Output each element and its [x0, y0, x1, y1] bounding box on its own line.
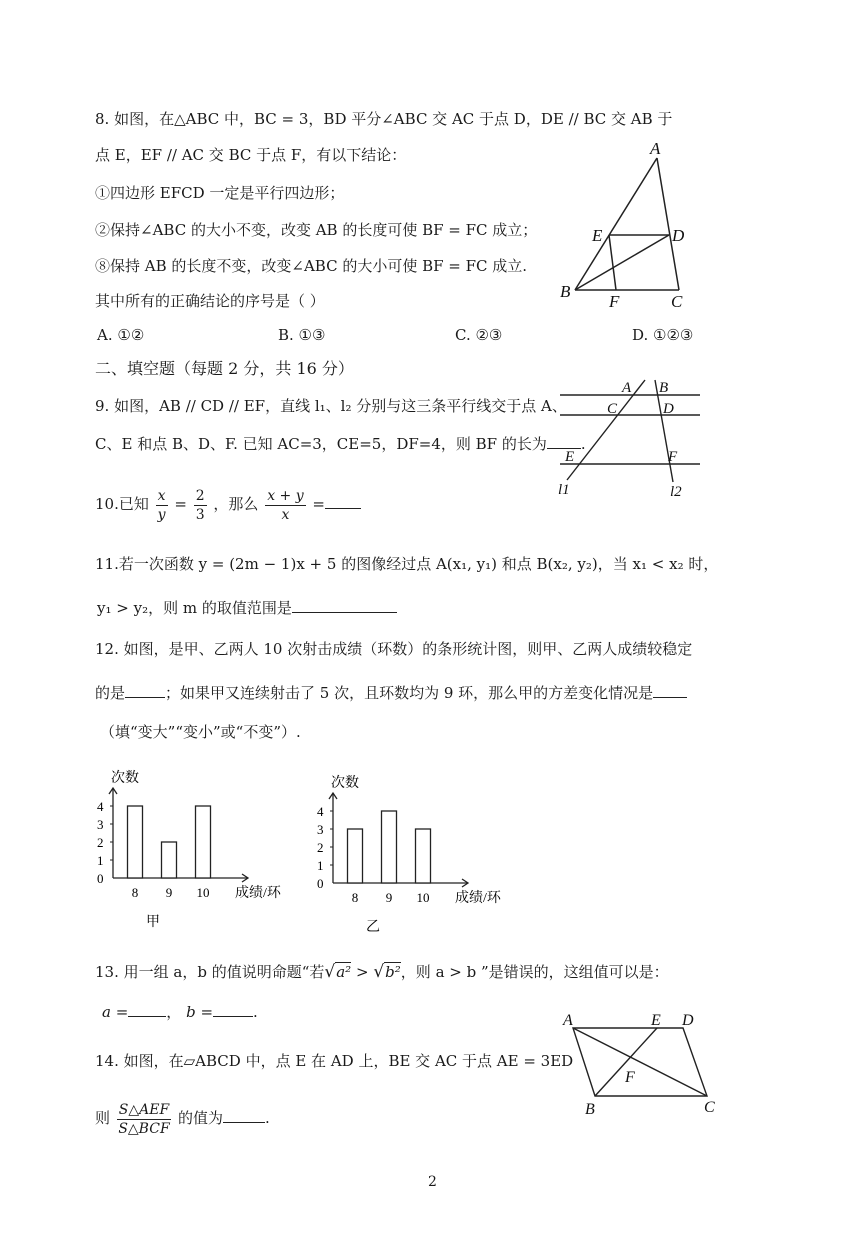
x-tick-label: 9	[385, 890, 393, 905]
y-tick-label: 1	[97, 853, 104, 868]
q13-sqrt-b2: b²	[385, 963, 401, 981]
q14-line2: 则 $\frac{\text{S△AEF}}{\text{S△BCF}}$ 的值为 .	[95, 1101, 270, 1137]
y-tick-label: 2	[97, 835, 104, 850]
q9-line2: C、E 和点 B、D、F. 已知 AC=3，CE=5，DF=4，则 BF 的长为 .	[95, 435, 586, 453]
q8-label-b: B	[560, 282, 571, 301]
q8-conclusion-1: ①四边形 EFCD 一定是平行四边形；	[95, 184, 345, 202]
x-tick-label: 8	[131, 885, 139, 900]
bar-9	[382, 811, 397, 883]
y-axis-label: 次数	[331, 776, 359, 791]
q14-area-ratio: $\frac{\text{S△AEF}}{\text{S△BCF}}$	[118, 1101, 170, 1137]
y-tick-label: 1	[317, 858, 324, 873]
x-tick-label: 9	[165, 885, 173, 900]
y-tick-label: 0	[97, 871, 104, 886]
q13-answer-blank-a[interactable]	[128, 1002, 166, 1017]
q10-line: 10.已知 $\frac{x}{y}$ = $\frac{2}{3}$ ，那么 $\frac{x + y}{x}$ =	[95, 484, 361, 524]
q9-label-b: B	[659, 380, 669, 396]
bar-8	[128, 806, 143, 878]
y-tick-label: 3	[317, 822, 324, 837]
q12-answer-blank-1[interactable]	[125, 683, 165, 698]
q10-fraction-2-over-3: $\frac{2}{3}$	[195, 487, 205, 523]
q8-label-e: E	[592, 226, 603, 245]
bar-10	[416, 829, 431, 883]
q13-line2: a = ， b = .	[102, 1003, 258, 1021]
q9-label-e: E	[565, 449, 575, 465]
q11-answer-blank[interactable]	[292, 598, 397, 613]
bar-chart-jia	[85, 755, 295, 935]
x-tick-label: 10	[196, 885, 210, 900]
q8-label-d: D	[672, 226, 685, 245]
q9-label-f: F	[668, 449, 678, 465]
q12-line1: 12. 如图，是甲、乙两人 10 次射击成绩（环数）的条形统计图，则甲、乙两人成绩较稳定	[95, 640, 693, 658]
q12-line2: 的是 ；如果甲又连续射击了 5 次，且环数均为 9 环，那么甲的方差变化情况是	[95, 683, 687, 703]
q9-label-l1: l1	[558, 482, 570, 498]
q8-line2: 点 E，EF // AC 交 BC 于点 F，有以下结论：	[95, 146, 407, 164]
q9-label-l2: l2	[670, 484, 682, 500]
q13-answer-blank-b[interactable]	[213, 1002, 253, 1017]
q14-parallelogram-figure	[557, 1008, 727, 1118]
q14-label-f: F	[625, 1069, 635, 1086]
q14-label-e: E	[651, 1012, 661, 1029]
q8-conclusion-2: ②保持∠ABC 的大小不变，改变 AB 的长度可使 BF = FC 成立；	[95, 221, 538, 239]
q9-label-c: C	[607, 401, 618, 417]
bar-10	[196, 806, 211, 878]
q8-option-d[interactable]: D. ①②③	[632, 326, 694, 344]
q14-answer-blank[interactable]	[223, 1108, 265, 1123]
q11-line2: y₁ > y₂，则 m 的取值范围是	[97, 598, 397, 618]
q8-conclusion-3: ⑧保持 AB 的长度不变，改变∠ABC 的大小可使 BF = FC 成立.	[95, 257, 528, 275]
q10-answer-blank[interactable]	[325, 494, 361, 509]
bar-chart-yi	[305, 760, 515, 940]
q9-label-a: A	[622, 380, 632, 396]
q12-line3: （填“变大”“变小”或“不变”）.	[100, 723, 301, 741]
chart-title: 甲	[146, 915, 160, 930]
q8-label-c: C	[671, 292, 683, 311]
q8-option-a[interactable]: A. ①②	[97, 326, 145, 344]
x-tick-label: 8	[351, 890, 359, 905]
q8-label-a: A	[650, 139, 661, 158]
q14-label-d: D	[682, 1012, 694, 1029]
q12-answer-blank-2[interactable]	[653, 683, 687, 698]
y-axis-label: 次数	[111, 771, 139, 786]
y-tick-label: 2	[317, 840, 324, 855]
x-axis-label: 成绩/环	[235, 886, 281, 901]
q10-fraction-xy-over-x: $\frac{x + y}{x}$	[267, 487, 304, 523]
q9-parallel-lines-figure	[555, 378, 705, 503]
x-tick-label: 10	[416, 890, 430, 905]
q9-line2-text: C、E 和点 B、D、F. 已知 AC=3，CE=5，DF=4，则 BF 的长为	[95, 435, 547, 453]
q8-label-f: F	[609, 292, 620, 311]
section-fill-in-heading: 二、填空题（每题 2 分，共 16 分）	[95, 359, 354, 378]
q14-line1: 14. 如图，在▱ABCD 中，点 E 在 AD 上，BE 交 AC 于点 AE = 3ED	[95, 1052, 574, 1070]
q14-label-c: C	[704, 1099, 715, 1116]
q13-sqrt-a2: a²	[336, 963, 352, 981]
y-tick-label: 4	[317, 804, 324, 819]
chart-title: 乙	[366, 920, 380, 935]
q9-line1: 9. 如图，AB // CD // EF，直线 l₁、l₂ 分别与这三条平行线交于点 A、	[95, 397, 567, 415]
y-tick-label: 4	[97, 799, 104, 814]
q8-option-c[interactable]: C. ②③	[455, 326, 503, 344]
q9-label-d: D	[663, 401, 674, 417]
q14-label-a: A	[563, 1012, 573, 1029]
q8-option-b[interactable]: B. ①③	[278, 326, 326, 344]
q8-question: 其中所有的正确结论的序号是（ ）	[95, 292, 325, 310]
x-axis-label: 成绩/环	[455, 891, 501, 906]
q14-label-b: B	[585, 1101, 595, 1118]
y-tick-label: 3	[97, 817, 104, 832]
q10-fraction-x-over-y: $\frac{x}{y}$	[157, 487, 166, 523]
bar-8	[348, 829, 363, 883]
q11-line1: 11.若一次函数 y = (2m − 1)x + 5 的图像经过点 A(x₁, y₁) 和点 B(x₂, y₂)，当 x₁ < x₂ 时，	[95, 555, 719, 573]
y-tick-label: 0	[317, 876, 324, 891]
q8-triangle-figure	[550, 138, 700, 313]
q13-line1: 13. 用一组 a，b 的值说明命题“若√a² > √b²，则 a > b ”是错误的，这组值可以是：	[95, 962, 669, 982]
page-number: 2	[428, 1174, 437, 1190]
bar-9	[162, 842, 177, 878]
q8-line1: 8. 如图，在△ABC 中，BC = 3，BD 平分∠ABC 交 AC 于点 D，DE // BC 交 AB 于	[95, 110, 673, 128]
